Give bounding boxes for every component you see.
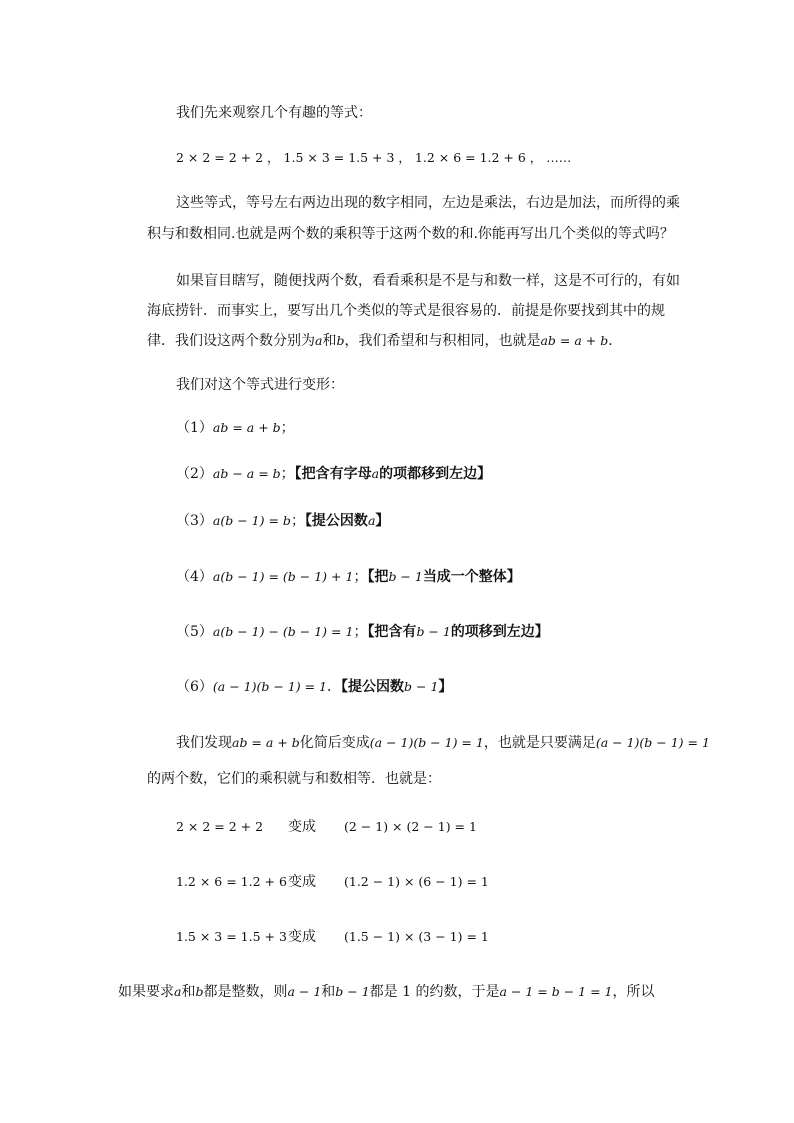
note-var: a [367,513,376,528]
step-sep: ； [353,624,368,640]
text-segment: 和 [181,984,196,1000]
text-segment: 和 [321,984,336,1000]
paragraph-2-line-3 [147,331,622,351]
step-sep: ． [327,679,342,695]
step-4 [176,567,521,587]
math-expression: a − 1 = b − 1 = 1 [499,984,613,999]
row-right: (1.5 − 1) × (3 − 1) = 1 [344,929,489,944]
row-left: 1.2 × 6 = 1.2 + 6 [176,874,287,889]
math-var: b [195,984,204,999]
math-expression: (a − 1)(b − 1) = 1 [369,735,484,750]
step-note: 【把 [367,569,389,585]
row-mid: 变成 [288,929,316,945]
row-right: (1.2 − 1) × (6 − 1) = 1 [344,874,489,889]
step-math: (a − 1)(b − 1) = 1 [212,679,328,694]
transform-intro: 我们对这个等式进行变形： [176,377,344,393]
text-segment: ，也就是只要满足 [483,735,596,751]
example-row-1 [0,817,794,839]
step-6 [176,677,452,697]
row-left: 2 × 2 = 2 + 2 [176,819,264,834]
text-segment: ． [608,333,623,349]
text-segment: 如果要求 [118,984,174,1000]
step-math: a(b − 1) − (b − 1) = 1 [212,624,354,639]
step-note: 】 [438,679,453,695]
note-var: b − 1 [388,569,423,584]
step-math: ab − a = b [212,466,281,481]
row-left: 1.5 × 3 = 1.5 + 3 [176,929,287,944]
step-number: （3） [176,513,213,529]
text-segment: 都是 1 的约数，于是 [369,984,500,1000]
paragraph-2-line-2: 海底捞针．而事实上，要写出几个类似的等式是很容易的．前提是你要找到其中的规 [147,303,665,319]
text-segment: ，所以 [612,984,655,1000]
step-number: （1） [176,420,213,436]
note-var: b − 1 [404,679,439,694]
text-segment: 和 [322,333,337,349]
step-sep: ； [290,513,305,529]
math-expression: a − 1 [287,984,322,999]
final-line [118,982,654,1002]
step-number: （4） [176,569,213,585]
step-note: 【提公因数 [341,679,405,695]
step-note: 的项都移到左边】 [379,466,492,482]
step-1 [176,418,295,438]
example-equations: 2 × 2 = 2 + 2 ， 1.5 × 3 = 1.5 + 3 ， 1.2 × 6 = 1.2 + 6 ， …… [176,150,572,165]
example-row-3 [0,927,794,949]
text-segment: 都是整数，则 [203,984,288,1000]
math-expression: (a − 1)(b − 1) = 1 [595,735,710,750]
paragraph-2-line-1: 如果盲目瞎写，随便找两个数，看看乘积是不是与和数一样，这是不可行的，有如 [176,273,680,289]
intro-text: 我们先来观察几个有趣的等式： [176,105,372,121]
text-segment: 化简后变成 [299,735,370,751]
step-number: （5） [176,624,213,640]
math-var: a [315,333,323,348]
step-math: a(b − 1) = (b − 1) + 1 [212,569,354,584]
math-expression: ab = a + b [232,735,300,750]
math-var: b [336,333,345,348]
math-var: a [174,984,182,999]
step-sep: ； [280,420,295,436]
step-sep: ； [353,569,368,585]
step-note: 的项移到左边】 [450,624,549,640]
row-mid: 变成 [288,819,316,835]
step-note: 【把含有字母 [294,466,372,482]
paragraph-1-line-1: 这些等式，等号左右两边出现的数字相同，左边是乘法，右边是加法，而所得的乘 [176,195,680,211]
step-note: 】 [375,513,390,529]
row-mid: 变成 [288,874,316,890]
text-segment: 我们发现 [176,735,232,751]
math-expression: b − 1 [335,984,370,999]
step-math: a(b − 1) = b [212,513,291,528]
step-note: 当成一个整体】 [422,569,521,585]
step-number: （6） [176,679,213,695]
note-var: b − 1 [416,624,451,639]
step-number: （2） [176,466,213,482]
step-note: 【提公因数 [304,513,368,529]
row-right: (2 − 1) × (2 − 1) = 1 [344,819,477,834]
step-sep: ； [280,466,295,482]
step-note: 【把含有 [367,624,417,640]
text-segment: ，我们希望和与积相同，也就是 [344,333,541,349]
discovery-line-2: 的两个数，它们的乘积就与和数相等．也就是： [147,771,441,787]
example-row-2 [0,872,794,894]
math-expression: ab = a + b [540,333,609,348]
step-3 [176,511,389,531]
discovery-line-1 [176,733,710,753]
paragraph-1-line-2: 积与和数相同.也就是两个数的乘积等于这两个数的和.你能再写出几个类似的等式吗？ [147,226,674,242]
step-2 [176,464,491,484]
note-var: a [371,466,380,481]
step-5 [176,622,549,642]
step-math: ab = a + b [212,420,281,435]
text-segment: 律．我们设这两个数分别为 [147,333,315,349]
